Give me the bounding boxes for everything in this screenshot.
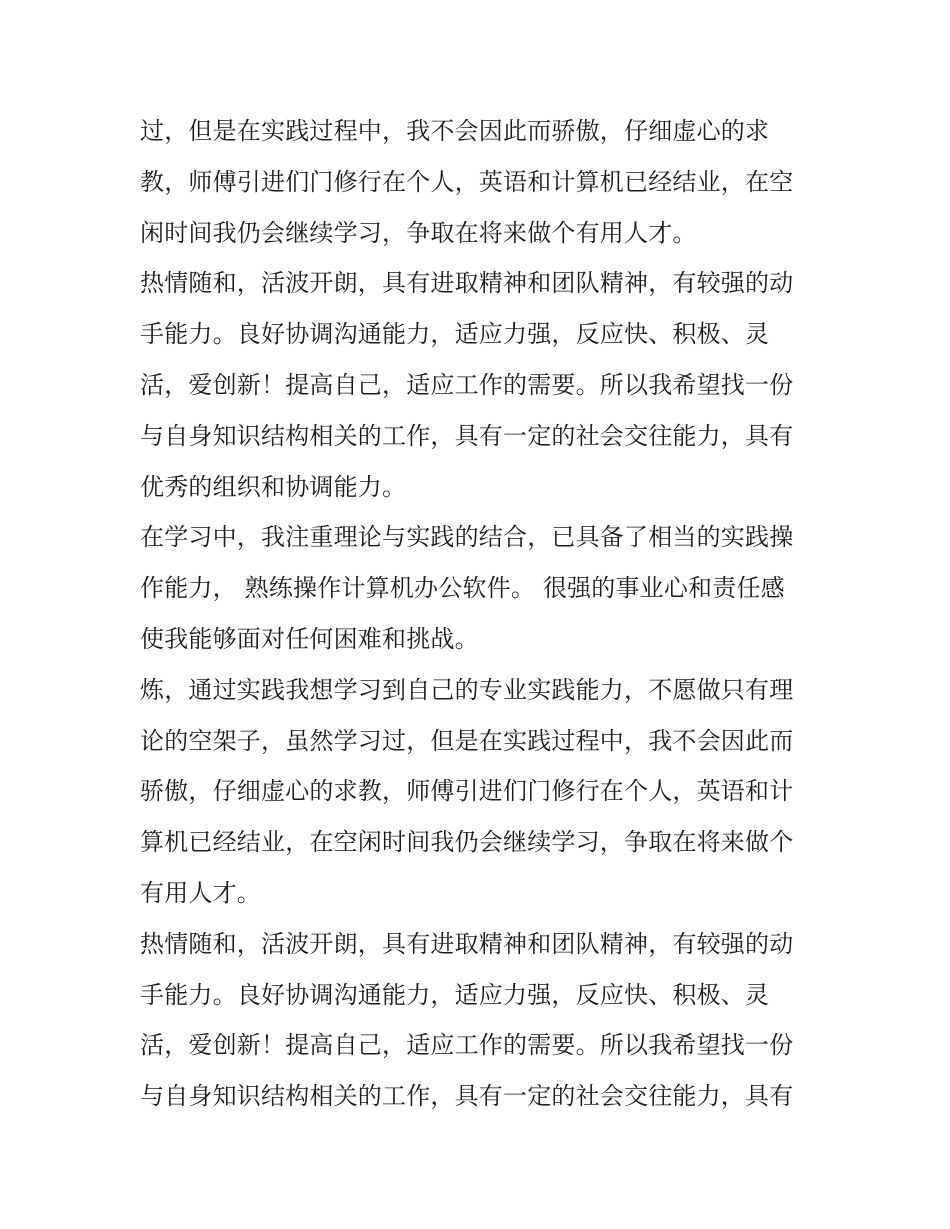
text-line: 优秀的组织和协调能力。 — [140, 472, 407, 501]
text-line: 活，爱创新！提高自己，适应工作的需要。所以我希望找一份 — [140, 370, 794, 399]
text-line: 闲时间我仍会继续学习，争取在将来做个有用人才。 — [140, 218, 697, 247]
document-body — [140, 106, 812, 1122]
text-line: 热情随和，活波开朗，具有进取精神和团队精神，有较强的动 — [140, 269, 794, 298]
text-line: 手能力。良好协调沟通能力，适应力强，反应快、积极、灵 — [140, 980, 770, 1009]
text-line: 活，爱创新！提高自己，适应工作的需要。所以我希望找一份 — [140, 1031, 794, 1060]
text-line: 炼，通过实践我想学习到自己的专业实践能力，不愿做只有理 — [140, 675, 794, 704]
text-line: 在学习中，我注重理论与实践的结合，已具备了相当的实践操 — [140, 523, 794, 552]
text-line: 骄傲，仔细虚心的求教，师傅引进们门修行在个人，英语和计 — [140, 777, 794, 806]
text-line: 有用人才。 — [140, 878, 261, 907]
text-line: 作能力， 熟练操作计算机办公软件。 很强的事业心和责任感 — [140, 574, 785, 603]
text-line: 论的空架子，虽然学习过，但是在实践过程中，我不会因此而 — [140, 726, 794, 755]
text-line: 算机已经结业，在空闲时间我仍会继续学习，争取在将来做个 — [140, 828, 794, 857]
text-line: 使我能够面对任何困难和挑战。 — [140, 624, 479, 653]
text-line: 教，师傅引进们门修行在个人，英语和计算机已经结业，在空 — [140, 167, 794, 196]
text-line: 手能力。良好协调沟通能力，适应力强，反应快、积极、灵 — [140, 320, 770, 349]
text-line: 过，但是在实践过程中，我不会因此而骄傲，仔细虚心的求 — [140, 117, 770, 145]
text-line: 热情随和，活波开朗，具有进取精神和团队精神，有较强的动 — [140, 929, 794, 958]
text-line: 与自身知识结构相关的工作，具有一定的社会交往能力，具有 — [140, 421, 794, 450]
text-line: 与自身知识结构相关的工作，具有一定的社会交往能力，具有 — [140, 1082, 794, 1111]
